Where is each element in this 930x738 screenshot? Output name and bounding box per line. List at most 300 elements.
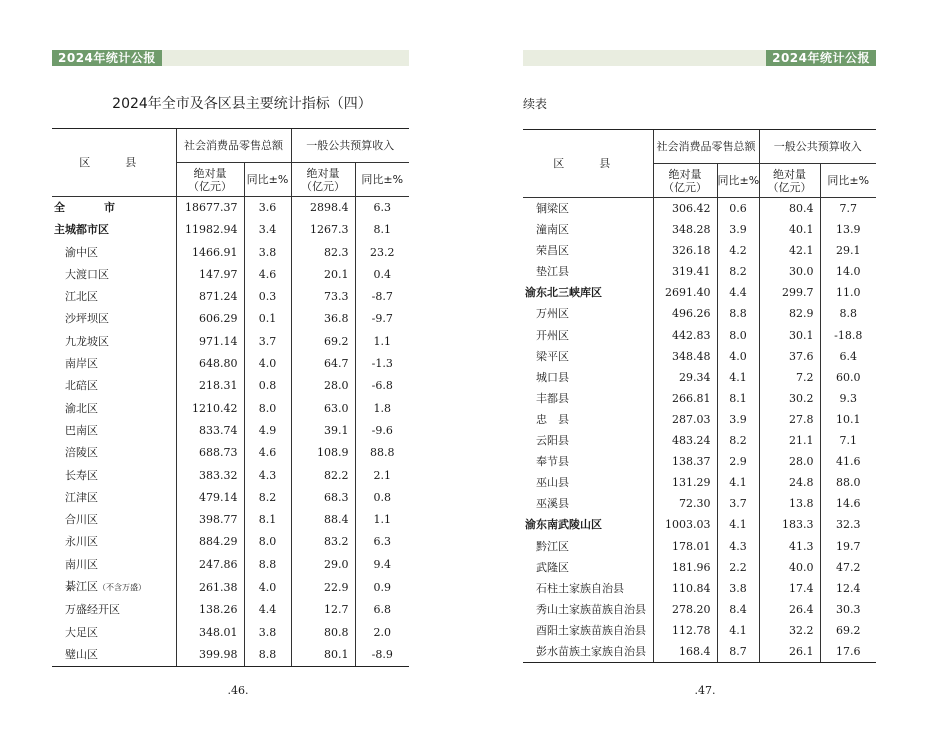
table-row (523, 430, 876, 451)
district-name-cell (523, 346, 653, 367)
budget-abs-cell: 64.7 (291, 353, 355, 375)
budget-abs-cell: 80.8 (291, 622, 355, 644)
district-name: 永川区 (65, 535, 98, 549)
district-name-cell (52, 197, 176, 220)
budget-abs-cell: 26.4 (759, 599, 820, 620)
budget-abs-cell: 30.2 (759, 388, 820, 409)
district-name: 全 市 (54, 201, 129, 214)
budget-abs-cell: 28.0 (291, 375, 355, 397)
district-name: 九龙坡区 (65, 334, 109, 348)
budget-abs-cell: 73.3 (291, 286, 355, 308)
retail-yoy-cell: 0.1 (244, 308, 291, 330)
budget-abs-cell: 80.1 (291, 644, 355, 667)
budget-yoy-cell: 19.7 (820, 536, 876, 557)
budget-abs-cell: 29.0 (291, 554, 355, 576)
retail-abs-cell: 181.96 (653, 557, 717, 578)
retail-abs-cell: 138.26 (176, 599, 244, 621)
district-name-cell (52, 353, 176, 375)
header-tag-right: 2024年统计公报 (766, 50, 876, 66)
table-row (52, 599, 409, 621)
budget-yoy-cell: 69.2 (820, 620, 876, 641)
budget-yoy-cell: 17.6 (820, 641, 876, 663)
district-name: 石柱土家族自治县 (536, 581, 624, 595)
retail-abs-cell: 168.4 (653, 641, 717, 663)
district-name: 江北区 (65, 290, 98, 304)
retail-abs-cell: 218.31 (176, 375, 244, 397)
budget-yoy-cell: 60.0 (820, 367, 876, 388)
retail-yoy-cell: 8.4 (717, 599, 759, 620)
table-row (523, 536, 876, 557)
budget-yoy-cell: 7.1 (820, 430, 876, 451)
budget-yoy-cell: 47.2 (820, 557, 876, 578)
table-row (523, 325, 876, 346)
district-name: 主城都市区 (54, 223, 109, 237)
budget-yoy-cell: 0.8 (355, 487, 409, 509)
budget-yoy-cell: -18.8 (820, 325, 876, 346)
retail-abs-cell: 18677.37 (176, 197, 244, 220)
abs-column-header: 绝对量 （亿元） (759, 164, 820, 198)
district-name-cell (523, 409, 653, 430)
yoy-column-header: 同比±% (717, 164, 759, 198)
district-name: 丰都县 (536, 391, 569, 405)
district-name-cell (52, 264, 176, 286)
retail-abs-cell: 383.32 (176, 465, 244, 487)
district-name: 黔江区 (536, 539, 569, 553)
district-name-cell (523, 261, 653, 282)
budget-abs-cell: 42.1 (759, 240, 820, 261)
table-row (52, 353, 409, 375)
table-row (52, 442, 409, 464)
budget-abs-cell: 82.2 (291, 465, 355, 487)
table-row (523, 282, 876, 303)
retail-abs-cell: 326.18 (653, 240, 717, 261)
retail-abs-cell: 138.37 (653, 451, 717, 472)
retail-abs-cell: 348.28 (653, 219, 717, 240)
table-row (52, 331, 409, 353)
table-row (52, 398, 409, 420)
table-row (523, 620, 876, 641)
stats-table-right (523, 129, 876, 663)
budget-yoy-cell: 7.7 (820, 198, 876, 220)
table-row (52, 465, 409, 487)
district-name: 渝中区 (65, 245, 98, 259)
continued-label: 续表 (523, 97, 548, 111)
retail-yoy-cell: 4.6 (244, 264, 291, 286)
district-name-cell (52, 398, 176, 420)
retail-yoy-cell: 8.8 (717, 303, 759, 324)
stats-table-left (52, 128, 409, 667)
retail-yoy-cell: 8.2 (717, 261, 759, 282)
district-name-cell (523, 472, 653, 493)
table-row (523, 599, 876, 620)
budget-abs-cell: 40.1 (759, 219, 820, 240)
district-name: 荣昌区 (536, 244, 569, 258)
district-name: 南川区 (65, 557, 98, 571)
retail-abs-cell: 479.14 (176, 487, 244, 509)
district-name: 潼南区 (536, 223, 569, 237)
table-row (523, 219, 876, 240)
budget-abs-cell: 21.1 (759, 430, 820, 451)
budget-abs-cell: 108.9 (291, 442, 355, 464)
budget-abs-cell: 28.0 (759, 451, 820, 472)
retail-yoy-cell: 8.7 (717, 641, 759, 663)
budget-abs-cell: 299.7 (759, 282, 820, 303)
district-note: （不含万盛） (98, 583, 146, 593)
budget-abs-cell: 22.9 (291, 576, 355, 599)
district-name-cell (523, 388, 653, 409)
district-name: 大渡口区 (65, 267, 109, 281)
budget-abs-cell: 82.3 (291, 242, 355, 264)
budget-yoy-cell: -9.6 (355, 420, 409, 442)
retail-yoy-cell: 3.7 (244, 331, 291, 353)
district-name: 铜梁区 (536, 202, 569, 215)
budget-yoy-cell: 8.8 (820, 303, 876, 324)
district-name: 涪陵区 (65, 446, 98, 460)
right-page (465, 0, 930, 738)
retail-yoy-cell: 8.8 (244, 554, 291, 576)
retail-abs-cell: 496.26 (653, 303, 717, 324)
district-name-cell (52, 375, 176, 397)
budget-group-header: 一般公共预算收入 (291, 129, 409, 163)
district-name-cell (52, 644, 176, 667)
district-name-cell (52, 219, 176, 241)
table-row (52, 644, 409, 667)
district-name: 綦江区 (65, 580, 98, 594)
district-name-cell (52, 308, 176, 330)
budget-abs-cell: 183.3 (759, 514, 820, 535)
budget-yoy-cell: 30.3 (820, 599, 876, 620)
table-row (523, 261, 876, 282)
retail-abs-cell: 483.24 (653, 430, 717, 451)
budget-yoy-cell: 6.8 (355, 599, 409, 621)
district-name: 长寿区 (65, 468, 98, 482)
district-name-cell (523, 219, 653, 240)
district-name: 沙坪坝区 (65, 312, 109, 326)
table-row (523, 198, 876, 220)
budget-abs-cell: 24.8 (759, 472, 820, 493)
yoy-column-header: 同比±% (244, 163, 291, 197)
district-name: 渝北区 (65, 401, 98, 415)
budget-abs-cell: 27.8 (759, 409, 820, 430)
retail-group-header: 社会消费品零售总额 (653, 130, 759, 164)
page-number-left: .46. (227, 684, 249, 697)
abs-column-header: 绝对量 （亿元） (176, 163, 244, 197)
retail-yoy-cell: 4.4 (244, 599, 291, 621)
retail-abs-cell: 110.84 (653, 578, 717, 599)
retail-abs-cell: 306.42 (653, 198, 717, 220)
budget-yoy-cell: 29.1 (820, 240, 876, 261)
district-name-cell (523, 430, 653, 451)
retail-abs-cell: 29.34 (653, 367, 717, 388)
budget-yoy-cell: -6.8 (355, 375, 409, 397)
table-row (523, 240, 876, 261)
retail-yoy-cell: 8.2 (717, 430, 759, 451)
retail-yoy-cell: 8.8 (244, 644, 291, 667)
budget-abs-cell: 40.0 (759, 557, 820, 578)
retail-yoy-cell: 4.1 (717, 620, 759, 641)
district-name-cell (523, 514, 653, 535)
retail-abs-cell: 247.86 (176, 554, 244, 576)
retail-yoy-cell: 2.9 (717, 451, 759, 472)
district-name: 大足区 (65, 625, 98, 639)
budget-yoy-cell: 0.4 (355, 264, 409, 286)
retail-abs-cell: 112.78 (653, 620, 717, 641)
budget-abs-cell: 26.1 (759, 641, 820, 663)
retail-yoy-cell: 4.2 (717, 240, 759, 261)
district-name-cell (52, 509, 176, 531)
budget-yoy-cell: 1.1 (355, 509, 409, 531)
table-row (52, 264, 409, 286)
district-name: 渝东南武陵山区 (525, 518, 602, 532)
district-name-cell (52, 442, 176, 464)
retail-yoy-cell: 4.0 (244, 353, 291, 375)
retail-abs-cell: 287.03 (653, 409, 717, 430)
retail-abs-cell: 399.98 (176, 644, 244, 667)
district-name-cell (523, 536, 653, 557)
budget-abs-cell: 30.0 (759, 261, 820, 282)
district-name: 秀山土家族苗族自治县 (536, 602, 646, 616)
district-name: 巫山县 (536, 476, 569, 490)
table-row (52, 420, 409, 442)
district-name-cell (523, 493, 653, 514)
budget-abs-cell: 68.3 (291, 487, 355, 509)
retail-abs-cell: 833.74 (176, 420, 244, 442)
budget-yoy-cell: 2.1 (355, 465, 409, 487)
retail-yoy-cell: 4.1 (717, 367, 759, 388)
retail-abs-cell: 648.80 (176, 353, 244, 375)
table-row (523, 472, 876, 493)
budget-yoy-cell: 1.1 (355, 331, 409, 353)
budget-yoy-cell: -8.7 (355, 286, 409, 308)
retail-yoy-cell: 2.2 (717, 557, 759, 578)
budget-abs-cell: 7.2 (759, 367, 820, 388)
retail-abs-cell: 261.38 (176, 576, 244, 599)
header-band-left (52, 50, 409, 66)
retail-yoy-cell: 8.1 (717, 388, 759, 409)
retail-abs-cell: 72.30 (653, 493, 717, 514)
district-name: 巫溪县 (536, 497, 569, 511)
retail-abs-cell: 2691.40 (653, 282, 717, 303)
retail-abs-cell: 178.01 (653, 536, 717, 557)
budget-abs-cell: 39.1 (291, 420, 355, 442)
district-name-cell (52, 622, 176, 644)
table-row (523, 451, 876, 472)
district-name-cell (523, 578, 653, 599)
retail-abs-cell: 348.48 (653, 346, 717, 367)
budget-abs-cell: 17.4 (759, 578, 820, 599)
district-name-cell (52, 531, 176, 553)
table-row (523, 641, 876, 663)
budget-abs-cell: 2898.4 (291, 197, 355, 220)
district-name: 开州区 (536, 328, 569, 342)
retail-group-header: 社会消费品零售总额 (176, 129, 291, 163)
budget-abs-cell: 37.6 (759, 346, 820, 367)
table-row (52, 375, 409, 397)
budget-abs-cell: 80.4 (759, 198, 820, 220)
retail-yoy-cell: 4.0 (244, 576, 291, 599)
table-row (523, 367, 876, 388)
page-number-right: .47. (694, 684, 716, 697)
budget-yoy-cell: 88.0 (820, 472, 876, 493)
yoy-column-header: 同比±% (355, 163, 409, 197)
retail-yoy-cell: 0.6 (717, 198, 759, 220)
budget-yoy-cell: 10.1 (820, 409, 876, 430)
district-name: 垫江县 (536, 265, 569, 279)
budget-yoy-cell: 8.1 (355, 219, 409, 241)
table-row (523, 409, 876, 430)
budget-yoy-cell: 11.0 (820, 282, 876, 303)
table-row (523, 388, 876, 409)
table-row (523, 557, 876, 578)
budget-yoy-cell: 41.6 (820, 451, 876, 472)
retail-abs-cell: 266.81 (653, 388, 717, 409)
retail-yoy-cell: 3.9 (717, 409, 759, 430)
retail-yoy-cell: 3.6 (244, 197, 291, 220)
retail-abs-cell: 131.29 (653, 472, 717, 493)
budget-abs-cell: 41.3 (759, 536, 820, 557)
district-name-cell (523, 451, 653, 472)
district-name-cell (52, 286, 176, 308)
district-name-cell (52, 242, 176, 264)
budget-yoy-cell: 14.6 (820, 493, 876, 514)
page-title: 2024年全市及各区县主要统计指标（四） (112, 96, 372, 112)
retail-abs-cell: 11982.94 (176, 219, 244, 241)
district-name-cell (523, 198, 653, 220)
district-column-header: 区 县 (523, 130, 653, 198)
district-name: 万州区 (536, 307, 569, 321)
budget-abs-cell: 36.8 (291, 308, 355, 330)
budget-abs-cell: 83.2 (291, 531, 355, 553)
budget-yoy-cell: 1.8 (355, 398, 409, 420)
retail-abs-cell: 442.83 (653, 325, 717, 346)
district-name: 酉阳土家族苗族自治县 (536, 623, 646, 637)
retail-abs-cell: 688.73 (176, 442, 244, 464)
table-row (523, 493, 876, 514)
retail-yoy-cell: 3.9 (717, 219, 759, 240)
district-name: 北碚区 (65, 379, 98, 393)
table-row (52, 531, 409, 553)
district-name: 奉节县 (536, 455, 569, 469)
budget-yoy-cell: 12.4 (820, 578, 876, 599)
budget-yoy-cell: 14.0 (820, 261, 876, 282)
district-name-cell (523, 599, 653, 620)
retail-abs-cell: 1466.91 (176, 242, 244, 264)
table-row (52, 219, 409, 241)
retail-yoy-cell: 4.4 (717, 282, 759, 303)
budget-yoy-cell: 32.3 (820, 514, 876, 535)
district-name: 璧山区 (65, 647, 98, 661)
retail-yoy-cell: 8.0 (717, 325, 759, 346)
budget-yoy-cell: -1.3 (355, 353, 409, 375)
budget-abs-cell: 88.4 (291, 509, 355, 531)
budget-yoy-cell: -9.7 (355, 308, 409, 330)
retail-abs-cell: 1210.42 (176, 398, 244, 420)
district-name: 梁平区 (536, 349, 569, 363)
abs-column-header: 绝对量 （亿元） (291, 163, 355, 197)
retail-yoy-cell: 0.3 (244, 286, 291, 308)
table-row (52, 554, 409, 576)
district-name-cell (52, 487, 176, 509)
budget-abs-cell: 30.1 (759, 325, 820, 346)
budget-yoy-cell: 0.9 (355, 576, 409, 599)
table-row (52, 487, 409, 509)
retail-abs-cell: 147.97 (176, 264, 244, 286)
district-name-cell (523, 620, 653, 641)
district-name: 万盛经开区 (65, 603, 120, 617)
district-name-cell (52, 331, 176, 353)
budget-yoy-cell: 88.8 (355, 442, 409, 464)
district-name: 巴南区 (65, 423, 98, 437)
district-name-cell (52, 554, 176, 576)
retail-abs-cell: 884.29 (176, 531, 244, 553)
retail-yoy-cell: 8.2 (244, 487, 291, 509)
retail-yoy-cell: 3.4 (244, 219, 291, 241)
table-row (523, 578, 876, 599)
district-name-cell (523, 325, 653, 346)
district-name-cell (523, 641, 653, 663)
budget-abs-cell: 32.2 (759, 620, 820, 641)
yoy-column-header: 同比±% (820, 164, 876, 198)
header-band-right (523, 50, 876, 66)
table-row (52, 242, 409, 264)
retail-abs-cell: 606.29 (176, 308, 244, 330)
table-row (52, 576, 409, 599)
table-row (52, 308, 409, 330)
retail-yoy-cell: 4.9 (244, 420, 291, 442)
district-name: 彭水苗族土家族自治县 (536, 644, 646, 658)
retail-yoy-cell: 3.8 (244, 242, 291, 264)
retail-abs-cell: 278.20 (653, 599, 717, 620)
district-name-cell (52, 465, 176, 487)
table-row (52, 197, 409, 220)
retail-yoy-cell: 4.0 (717, 346, 759, 367)
retail-yoy-cell: 8.0 (244, 398, 291, 420)
district-name-cell (523, 282, 653, 303)
retail-abs-cell: 319.41 (653, 261, 717, 282)
budget-yoy-cell: 6.4 (820, 346, 876, 367)
district-name-cell (52, 576, 176, 599)
budget-yoy-cell: 23.2 (355, 242, 409, 264)
retail-yoy-cell: 3.8 (244, 622, 291, 644)
budget-group-header: 一般公共预算收入 (759, 130, 876, 164)
district-name-cell (52, 599, 176, 621)
budget-yoy-cell: -8.9 (355, 644, 409, 667)
retail-abs-cell: 348.01 (176, 622, 244, 644)
table-row (52, 286, 409, 308)
retail-abs-cell: 398.77 (176, 509, 244, 531)
retail-yoy-cell: 4.3 (244, 465, 291, 487)
district-name: 江津区 (65, 490, 98, 504)
district-name: 城口县 (536, 370, 569, 384)
district-name: 云阳县 (536, 434, 569, 448)
district-name-cell (523, 303, 653, 324)
retail-yoy-cell: 8.0 (244, 531, 291, 553)
budget-abs-cell: 20.1 (291, 264, 355, 286)
retail-yoy-cell: 8.1 (244, 509, 291, 531)
header-tag-left: 2024年统计公报 (52, 50, 162, 66)
retail-yoy-cell: 3.8 (717, 578, 759, 599)
budget-abs-cell: 1267.3 (291, 219, 355, 241)
district-name-cell (523, 557, 653, 578)
budget-yoy-cell: 6.3 (355, 197, 409, 220)
table-row (52, 509, 409, 531)
retail-yoy-cell: 4.3 (717, 536, 759, 557)
budget-yoy-cell: 6.3 (355, 531, 409, 553)
district-name: 渝东北三峡库区 (525, 286, 602, 300)
budget-abs-cell: 63.0 (291, 398, 355, 420)
table-body-right (523, 198, 876, 663)
budget-yoy-cell: 2.0 (355, 622, 409, 644)
